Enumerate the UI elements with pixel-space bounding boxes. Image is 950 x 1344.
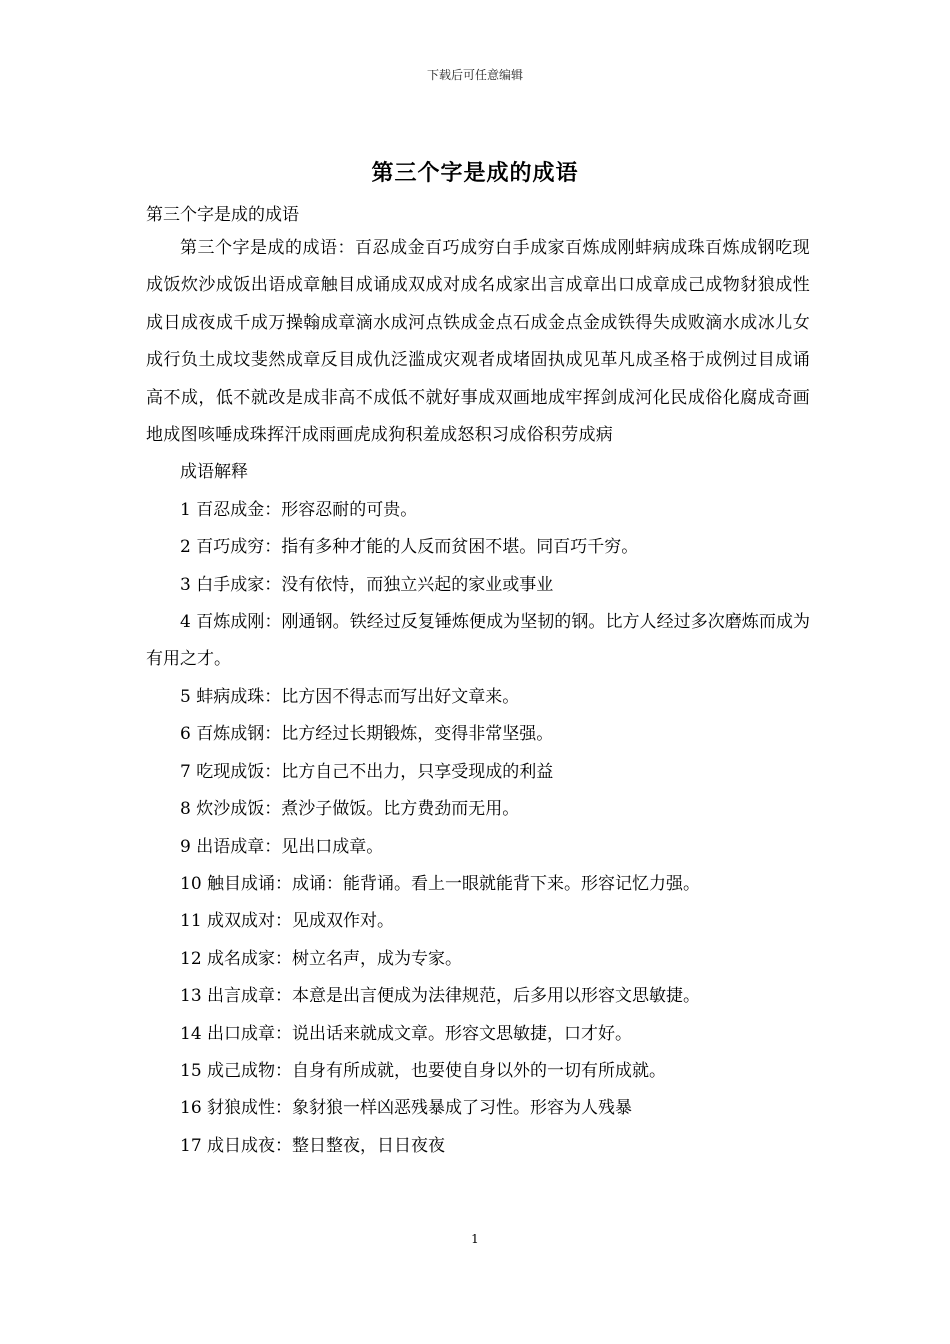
idiom-item: 13 出言成章：本意是出言便成为法律规范，后多用以形容文思敏捷。	[180, 986, 701, 1007]
idiom-list	[146, 492, 810, 1165]
idiom-item: 6 百炼成钢：比方经过长期锻炼，变得非常坚强。	[180, 724, 554, 745]
page-header: 下载后可任意编辑	[426, 68, 523, 82]
idiom-item: 14 出口成章：说出话来就成文章。形容文思敏捷，口才好。	[180, 1023, 633, 1044]
idiom-item: 1 百忍成金：形容忍耐的可贵。	[180, 499, 418, 520]
idiom-item: 5 蚌病成珠：比方因不得志而写出好文章来。	[180, 686, 520, 707]
idiom-item: 11 成双成对：见成双作对。	[180, 911, 395, 932]
idiom-item: 10 触目成诵：成诵：能背诵。看上一眼就能背下来。形容记忆力强。	[180, 873, 701, 894]
idiom-item: 17 成日成夜：整日整夜，日日夜夜	[180, 1135, 446, 1156]
document-body	[146, 200, 810, 1165]
intro-paragraph: 第三个字是成的成语：百忍成金百巧成穷白手成家百炼成刚蚌病成珠百炼成钢吃现成饭炊沙成饭出语成章触目成诵成双成对成名成家出言成章出口成章成己成物豺狼成性成日成夜成千成万操翰成章滴水成河点铁成金点石成金点金成铁得失成败滴水成冰儿女成行负土成坟斐然成章反目成仇泛滥成灾观者成堵固执成见革凡成圣格于成例过目成诵高不成，低不就改是成非高不成低不就好事成双画地成牢挥剑成河化民成俗化腐成奇画地成图咳唾成珠挥汗成雨画虎成狗积羞成怒积习成俗积劳成病	[146, 238, 810, 446]
idiom-item: 3 白手成家：没有依恃，而独立兴起的家业或事业	[180, 574, 554, 595]
idiom-item: 2 百巧成穷：指有多种才能的人反而贫困不堪。同百巧千穷。	[180, 537, 639, 558]
document-title: 第三个字是成的成语	[371, 160, 579, 186]
idiom-item: 16 豺狼成性：象豺狼一样凶恶残暴成了习性。形容为人残暴	[180, 1098, 633, 1119]
idiom-item: 4 百炼成刚：刚通钢。铁经过反复锤炼便成为坚韧的钢。比方人经过多次磨炼而成为有用之才。	[146, 612, 810, 670]
section-label: 成语解释	[180, 462, 248, 483]
idiom-item: 8 炊沙成饭：煮沙子做饭。比方费劲而无用。	[180, 799, 520, 820]
idiom-item: 15 成己成物：自身有所成就，也要使自身以外的一切有所成就。	[180, 1060, 667, 1081]
idiom-item: 7 吃现成饭：比方自己不出力，只享受现成的利益	[180, 761, 554, 782]
subtitle: 第三个字是成的成语	[146, 205, 299, 225]
idiom-item: 9 出语成章：见出口成章。	[180, 836, 384, 857]
page-number: 1	[471, 1232, 479, 1246]
idiom-item: 12 成名成家：树立名声，成为专家。	[180, 948, 463, 969]
